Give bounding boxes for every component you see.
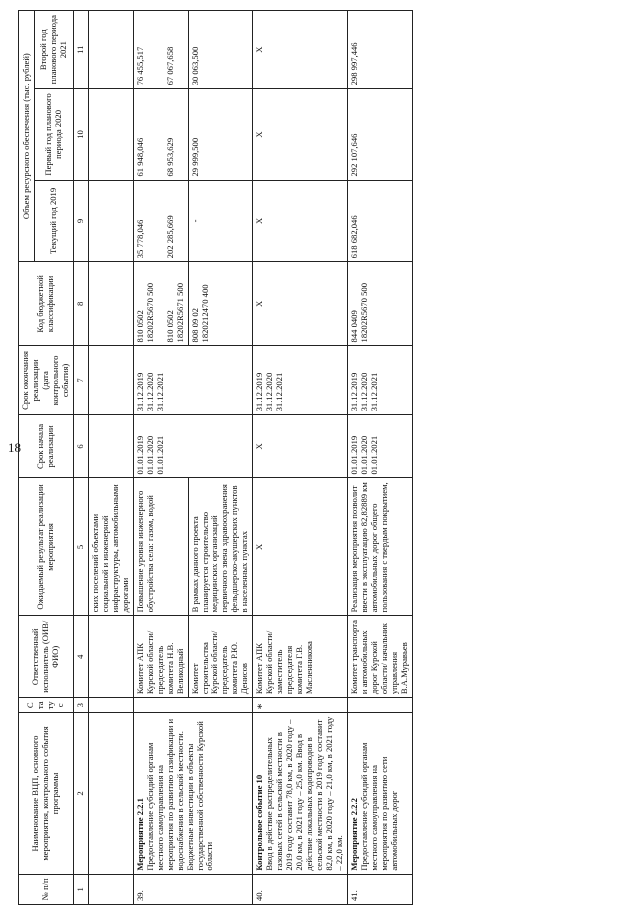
index-cell: 7	[73, 346, 88, 415]
row-num: 39.	[133, 874, 253, 904]
header-status: Статус	[19, 698, 74, 713]
index-cell: 9	[73, 180, 88, 262]
code-line: 810 0502 18202R5671 500	[164, 283, 185, 343]
header-volume: Объем ресурсного обеспечения (тыс. рублей)	[19, 11, 35, 262]
row-name	[133, 713, 253, 874]
row-2020: 29 999,500	[188, 89, 253, 180]
index-cell: 10	[73, 89, 88, 180]
index-cell: 8	[73, 262, 88, 346]
value-2019-a: 35 778,046	[134, 219, 145, 259]
row-2019	[133, 180, 188, 262]
row-result: Х	[253, 478, 348, 616]
row-2019: Х	[253, 180, 348, 262]
row-start: 01.01.2019 01.01.2020 01.01.2021	[348, 415, 413, 478]
row-executor: Комитет АПК Курской области/заместитель председателя комитета Г.В. Масленникова	[253, 616, 348, 698]
value-2021-a: 76 455,517	[134, 46, 145, 86]
rotated-table-container	[18, 10, 635, 905]
index-cell: 4	[73, 616, 88, 698]
header-result: Ожидаемый результат реализации мероприятия	[19, 478, 74, 616]
value-2021-b: 67 067,658	[164, 46, 175, 86]
row-text: Ввод в действие распределительных газовых сетей в сельской местности в 2019 году составит 78,0 км, в 2020 году – 20,0 км, в 2021 году – 25,0 км. Ввод в действие локальных водопроводов в сельской местности в 2019 году составит 82,0 км, в 2020 году – 21,0 км, в 2021 году – 22,0 км.	[264, 716, 345, 871]
header-2019: Текущий год 2019	[35, 180, 73, 262]
row-2019: -	[188, 180, 253, 262]
index-cell: 1	[73, 874, 88, 904]
row-executor: Комитет строительства Курской области/председатель комитета Р.Ю. Денисов	[188, 616, 253, 698]
row-result: В рамках данного проекта планируется строительство медицинских организаций первичного звена здравоохранения фельдшерско-акушерских пунктов в населенных пунктах	[188, 478, 253, 616]
row-code: 844 0409 18202R5670 500	[348, 262, 413, 346]
row-2021: 30 063,500	[188, 11, 253, 89]
table-row-39	[133, 11, 188, 905]
row-name	[348, 713, 413, 874]
header-2021: Второй год планового периода 2021	[35, 11, 73, 89]
row-2021: 298 997,446	[348, 11, 413, 89]
row-2020	[133, 89, 188, 180]
table-row-41	[348, 11, 413, 905]
row-name	[253, 713, 348, 874]
row-2021	[133, 11, 188, 89]
row-end: 31.12.2019 31.12.2020 31.12.2021	[133, 346, 253, 415]
row-title: Контрольное событие 10	[254, 774, 265, 871]
header-executor: Ответственный исполнитель (ОИВ/ФИО)	[19, 616, 74, 698]
header-name: Наименование ВЦП, основного мероприятия, контрольного события программы	[19, 713, 74, 874]
header-end: Срок окончания реализации (дата контрольного события)	[19, 346, 74, 415]
index-row	[73, 11, 88, 905]
program-table	[18, 10, 413, 905]
row-result: Повышение уровня инженерного обустройства села: газом, водой	[133, 478, 188, 616]
header-start: Срок начала реализации	[19, 415, 74, 478]
row-end: 31.12.2019 31.12.2020 31.12.2021	[348, 346, 413, 415]
row-num: 41.	[348, 874, 413, 904]
header-row-1	[19, 11, 35, 905]
row-2020: Х	[253, 89, 348, 180]
row-2020: 292 107,646	[348, 89, 413, 180]
row-start: Х	[253, 415, 348, 478]
index-cell: 5	[73, 478, 88, 616]
index-cell: 6	[73, 415, 88, 478]
row-text: Предоставление субсидий органам местного самоуправления на мероприятия по развитию газификации и водоснабжения в сельской местности. Бюджетные инвестиции в объекты государственной собственности Курской области	[144, 718, 215, 871]
value-2019-b: 202 285,669	[164, 215, 175, 259]
row-result: Реализация мероприятия позволит ввести в эксплуатацию 82,82889 км автомобильных дорог общего пользования с твердым покрытием,	[348, 478, 413, 616]
row-executor: Комитет АПК Курской области/председатель комитета Н.В. Великодный	[133, 616, 188, 698]
row-2019: 618 682,046	[348, 180, 413, 262]
row-status: *	[253, 698, 348, 713]
row-text: Предоставление субсидий органам местного самоуправления на мероприятия по развитию сети автомобильных дорог	[359, 742, 399, 871]
index-cell: 11	[73, 11, 88, 89]
row-executor: Комитет транспорта и автомобильных дорог Курской области/ начальник управления В.А.Муравьев	[348, 616, 413, 698]
code-line: 810 0502 18202R5670 500	[134, 283, 155, 343]
row-2021: Х	[253, 11, 348, 89]
row-code: 808 09 02 1820212470 400	[188, 262, 253, 346]
row-code	[133, 262, 188, 346]
value-2020-b: 68 953,629	[164, 137, 175, 177]
row-num: 40.	[253, 874, 348, 904]
index-cell: 2	[73, 713, 88, 874]
row-end: 31.12.2019 31.12.2020 31.12.2021	[253, 346, 348, 415]
header-num: № п/п	[19, 874, 74, 904]
header-2020: Первый год планового периода 2020	[35, 89, 73, 180]
row-start: 01.01.2019 01.01.2020 01.01.2021	[133, 415, 253, 478]
row-title: Мероприятие 2.2.1	[134, 798, 145, 871]
continued-result: ских поселений объектами социальной и инженерной инфраструктуры, автомобильными дорогами	[88, 478, 133, 616]
page-number: 18	[8, 440, 21, 455]
row-title: Мероприятие 2.2.2	[349, 798, 360, 871]
table-row-continued	[88, 11, 133, 905]
index-cell: 3	[73, 698, 88, 713]
value-2020-a: 61 948,046	[134, 137, 145, 177]
row-code: Х	[253, 262, 348, 346]
header-code: Код бюджетной классификации	[19, 262, 74, 346]
table-row-40	[253, 11, 348, 905]
